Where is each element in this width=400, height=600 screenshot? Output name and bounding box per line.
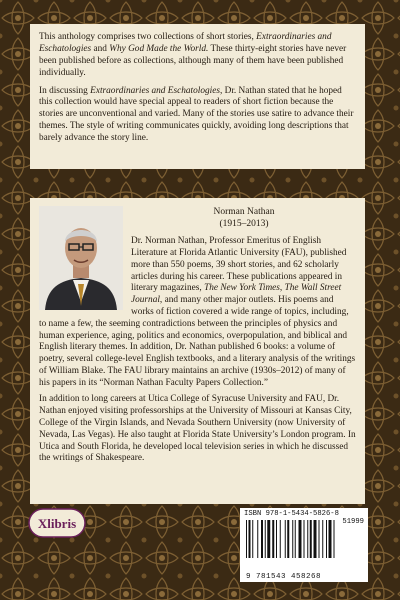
title-extraordinaries: Extraordinaries and Eschatologies [39, 32, 332, 54]
barcode-bars [244, 520, 364, 570]
title-nyt: The New York Times [204, 283, 280, 294]
xlibris-logo [28, 508, 86, 538]
author-years: (1915–2013) [219, 219, 269, 230]
author-photo [39, 206, 123, 310]
isbn-text: ISBN 978-1-5434-5826-8 [244, 510, 339, 518]
title-wsj: The Wall Street Journal [131, 283, 342, 306]
barcode-number: 9 781543 458268 [246, 573, 322, 581]
description-paragraph-2: In discussing Extraordinaries and Eschatologies, Dr. Nathan stated that he hoped this collection would have special appeal to readers of short fiction because the stories are unconventional and varied. Many of the stories use satire to advance their themes. The style of writing communicates quickly, avoiding long descriptions that barely advance the story line. [39, 85, 354, 144]
author-bio-paragraph-1: Dr. Norman Nathan, Professor Emeritus of English Literature at Florida Atlantic University (FAU), published more than 550 poems, 39 short stories, and 62 scholarly articles during his career. These publications appeared in literary magazines, The New York Times, The Wall Street Journal, and many other major outlets. His poems and works of fiction covered a wide range of topics, including, to name a few, the seeming contradictions between the principles of physics and human experience, aging, politics and economics, overpopulation, and biblical and English literary themes. In addition, Dr. Nathan published 6 books: a volume of poetry, several college-level English textbooks, and a literary analysis of the writings of William Blake. The FAU library maintains an archive (1930s–2012) of many of his papers in its “Norman Nathan Faculty Papers Collection.” [39, 236, 356, 388]
title-why-god: Why God Made the World. [109, 43, 209, 54]
author-bio-panel [30, 198, 365, 504]
title-extraordinaries-2: Extraordinaries and Eschatologies [90, 85, 220, 96]
book-description-panel [30, 24, 365, 169]
author-name: Norman Nathan [213, 207, 275, 217]
logo-text: Xlibris [37, 516, 77, 531]
barcode-area [240, 508, 368, 582]
author-bio-paragraph-2: In addition to long careers at Utica College of Syracuse University and FAU, Dr. Nathan enjoyed visiting professorships at the University of Missouri at Kansas City, College of the Virgin Islands, and Nevada Southern University (now University of Nevada, Las Vegas). He also taught at Florida State University’s London program. In Utica and South Florida, he developed local television series in which he discussed the writings of Shakespeare. [39, 394, 356, 464]
description-paragraph-1: This anthology comprises two collections of short stories, Extraordinaries and Eschatologies and Why God Made the World. These thirty-eight stories have never been published before as collections, although many of them have been published individually. [39, 32, 347, 78]
price-code: 51999 [342, 518, 364, 526]
